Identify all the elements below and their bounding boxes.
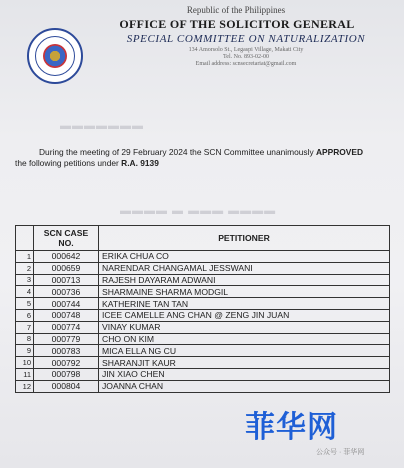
petitioner-name: JIN XIAO CHEN — [99, 368, 390, 380]
petitioner-name: JOANNA CHAN — [99, 380, 390, 392]
republic-line: Republic of the Philippines — [186, 5, 286, 15]
approved-text: APPROVED — [315, 147, 363, 157]
table-row — [16, 321, 390, 333]
case-number: 000748 — [34, 309, 99, 321]
petitioner-name: NARENDAR CHANGAMAL JESSWANI — [99, 262, 390, 274]
row-number: 2 — [16, 262, 34, 274]
table-row — [16, 368, 390, 380]
office-title: OFFICE OF THE SOLICITOR GENERAL — [119, 17, 355, 31]
row-number: 11 — [16, 368, 34, 380]
col-case-header: SCN CASE NO. — [34, 226, 99, 251]
row-number: 12 — [16, 380, 34, 392]
ra-number: R.A. 9139 — [121, 158, 159, 168]
case-number: 000736 — [34, 286, 99, 298]
email-line: Email address: scnsecretariat@gmail.com — [195, 61, 297, 67]
petitioner-name: VINAY KUMAR — [99, 321, 390, 333]
petitioner-name: SHARMAINE SHARMA MODGIL — [99, 286, 390, 298]
col-number-header — [16, 226, 34, 251]
petitioner-name: KATHERINE TAN TAN — [99, 298, 390, 310]
petitioner-name: ERIKA CHUA CO — [99, 251, 390, 263]
telephone-line: Tel. No. 893-02-00 — [223, 54, 269, 60]
petitions-table — [15, 225, 390, 393]
petitioner-name: CHO ON KIM — [99, 333, 390, 345]
letterhead — [96, 5, 396, 67]
table-row — [16, 333, 390, 345]
row-number: 10 — [16, 357, 34, 369]
case-number: 000792 — [34, 357, 99, 369]
case-number: 000804 — [34, 380, 99, 392]
petitioner-name: ICEE CAMELLE ANG CHAN @ ZENG JIN JUAN — [99, 309, 390, 321]
watermark-caption: 公众号 · 菲华网 — [316, 449, 365, 456]
document-page: Republic of the Philippines OFFICE OF THE SOLICITOR GENERAL SPECIAL COMMITTEE ON NATURALIZATION 134 Amorsolo St., Legaspi Village, Makati City Tel. No. 893-02-00 Email address: scnsecretariat@gmail.com ▬▬▬▬▬▬▬ ▬▬▬▬ ▬ ▬▬▬ ▬▬▬▬ During the meeting of 29 February 2024 the SCN Committee unanimously APPROVED the following petitions under R.A. 9139 SCN CASE NO. PETITIONER 1 000642 ERIKA CHUA CO 2 000659 NARENDAR CHANGAMAL JESSWANI 3 000713 RAJESH DAYARAM ADWANI 4 000736 SHARMAINE SHARMA MODGIL 5 000744 KATHERINE TAN TAN 6 000748 ICEE CAMELLE ANG CHAN @ ZENG JIN JUAN 7 000774 VINAY KUMAR 8 000779 CHO ON KIM 9 000783 MICA ELLA NG CU 10 000792 SHARANJIT KAUR 11 000798 JIN XIAO CHEN 12 000804 JOANNA CHAN 菲华网 公众号 · 菲华网 — [0, 0, 404, 468]
petitioner-name: SHARANJIT KAUR — [99, 357, 390, 369]
case-number: 000774 — [34, 321, 99, 333]
petitioner-name: RAJESH DAYARAM ADWANI — [99, 274, 390, 286]
row-number: 7 — [16, 321, 34, 333]
table-row — [16, 298, 390, 310]
case-number: 000744 — [34, 298, 99, 310]
row-number: 6 — [16, 309, 34, 321]
case-number: 000779 — [34, 333, 99, 345]
row-number: 4 — [16, 286, 34, 298]
table-row — [16, 309, 390, 321]
row-number: 8 — [16, 333, 34, 345]
table-row — [16, 251, 390, 263]
address-line: 134 Amorsolo St., Legaspi Village, Makati City — [188, 47, 304, 53]
case-number: 000783 — [34, 345, 99, 357]
table-row — [16, 357, 390, 369]
committee-title: SPECIAL COMMITTEE ON NATURALIZATION — [126, 33, 366, 45]
row-number: 3 — [16, 274, 34, 286]
case-number: 000798 — [34, 368, 99, 380]
row-number: 1 — [16, 251, 34, 263]
case-number: 000659 — [34, 262, 99, 274]
table-row — [16, 345, 390, 357]
row-number: 5 — [16, 298, 34, 310]
table-header-row — [16, 226, 390, 251]
case-number: 000642 — [34, 251, 99, 263]
row-number: 9 — [16, 345, 34, 357]
table-row — [16, 286, 390, 298]
intro-paragraph: During the meeting of 29 February 2024 the SCN Committee unanimously APPROVED the following petitions under R.A. 9139 — [15, 147, 363, 168]
table-row — [16, 380, 390, 392]
watermark-logo: 菲华网 — [245, 410, 338, 445]
osg-seal-logo — [27, 28, 83, 84]
petitioner-name: MICA ELLA NG CU — [99, 345, 390, 357]
col-petitioner-header: PETITIONER — [99, 226, 390, 251]
table-row — [16, 274, 390, 286]
table-row — [16, 262, 390, 274]
case-number: 000713 — [34, 274, 99, 286]
